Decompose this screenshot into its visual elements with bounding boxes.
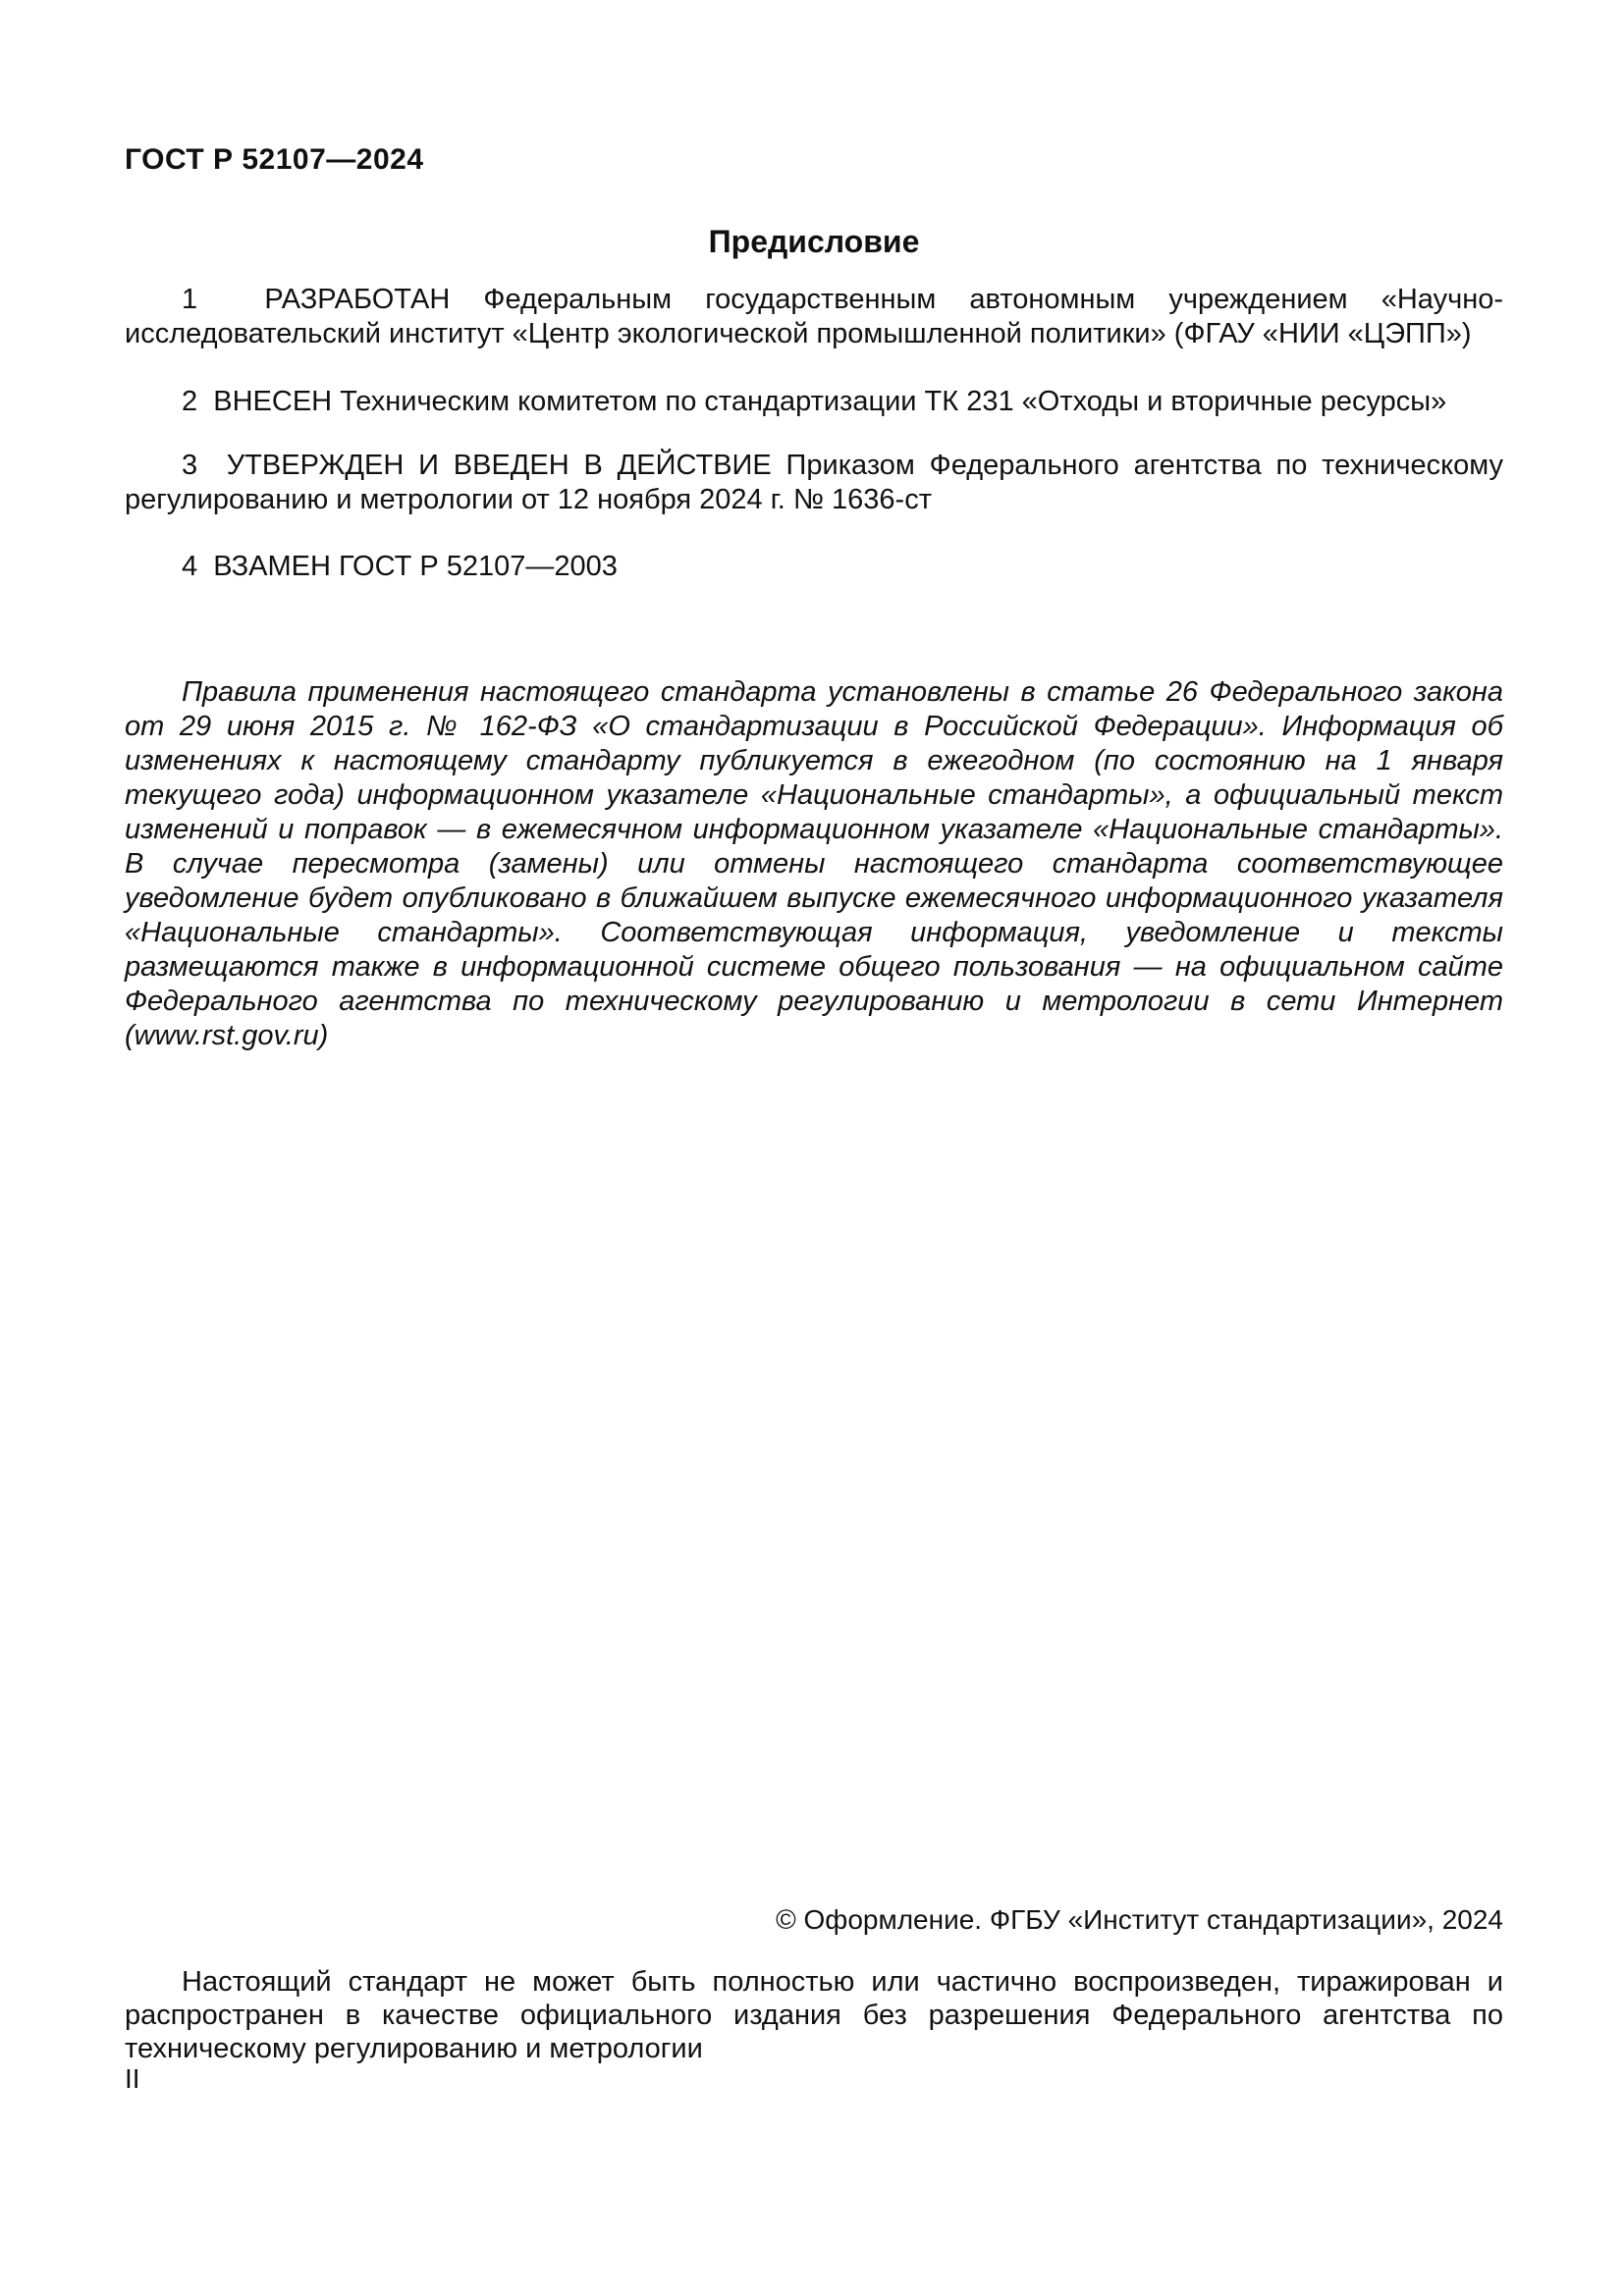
foreword-item-developed: 1 РАЗРАБОТАН Федеральным государственным автономным учреждением «Научно-исследовательский институт «Центр экологической промышленной политики» (ФГАУ «НИИ «ЦЭПП») [125, 284, 1503, 349]
legal-notice-paragraph: Правила применения настоящего стандарта установлены в статье 26 Федерального закона от 29 июня 2015 г. № 162-ФЗ «О стандартизации в Российской Федерации». Информация об изменениях к настоящему стандарту публикуется в ежегодном (по состоянию на 1 января текущего года) информационном указателе «Национальные стандарты», а официальный текст изменений и поправок — в ежемесячном информационном указателе «Национальные стандарты». В случае пересмотра (замены) или отмены настоящего стандарта соответствующее уведомление будет опубликовано в ближайшем выпуске ежемесячного информационного указателя «Национальные стандарты». Соответствующая информация, уведомление и тексты размещаются также в информационной системе общего пользования — на официальном сайте Федерального агентства по техническому регулированию и метрологии в сети Интернет (www.rst.gov.ru) [125, 676, 1503, 1051]
section-title: Предисловие [708, 224, 920, 259]
foreword-item-submitted: 2 ВНЕСЕН Техническим комитетом по стандартизации ТК 231 «Отходы и вторичные ресурсы» [182, 386, 1447, 417]
foreword-item-approved: 3 УТВЕРЖДЕН И ВВЕДЕН В ДЕЙСТВИЕ Приказом Федерального агентства по техническому регулированию и метрологии от 12 ноября 2024 г. № 1636-ст [125, 450, 1503, 515]
page-number: II [125, 2063, 140, 2094]
doc-code-header: ГОСТ Р 52107—2024 [125, 143, 424, 176]
foreword-item-replaces: 4 ВЗАМЕН ГОСТ Р 52107—2003 [182, 551, 618, 582]
copyright-line: © Оформление. ФГБУ «Институт стандартизации», 2024 [776, 1904, 1503, 1935]
reproduction-notice-paragraph: Настоящий стандарт не может быть полностью или частично воспроизведен, тиражирован и распространен в качестве официального издания без разрешения Федерального агентства по техническому регулированию и метрологии [125, 1966, 1503, 2064]
